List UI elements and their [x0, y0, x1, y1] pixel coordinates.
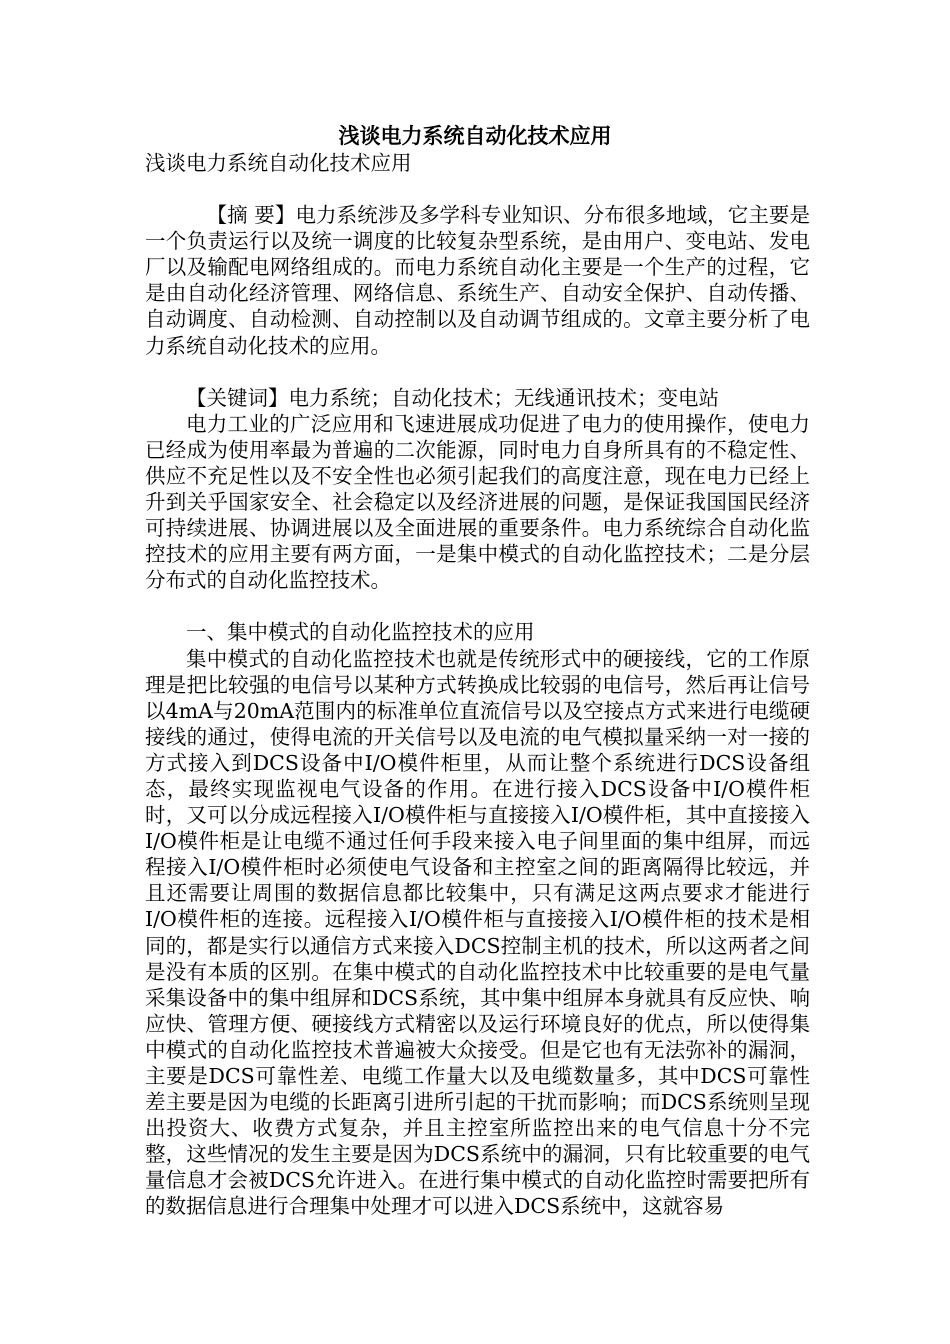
section-heading: 一、集中模式的自动化监控技术的应用: [186, 620, 535, 645]
document-body: [145, 150, 810, 1220]
document-title: 浅谈电力系统自动化技术应用: [338, 123, 612, 148]
blank-line: [145, 359, 810, 385]
keywords-paragraph: 【关键词】电力系统；自动化技术；无线通讯技术；变电站: [186, 385, 719, 410]
abstract-paragraph: 【摘 要】电力系统涉及多学科专业知识、分布很多地域，它主要是一个负责运行以及统一调度的比较复杂型系统，是由用户、变电站、发电厂以及输配电网络组成的。而电力系统自动化主要是一个生产的过程，它是由自动化经济管理、网络信息、系统生产、自动安全保护、自动传播、自动调度、自动检测、自动控制以及自动调节组成的。文章主要分析了电力系统自动化技术的应用。: [145, 203, 810, 358]
blank-line: [145, 593, 810, 619]
document-subtitle: 浅谈电力系统自动化技术应用: [145, 151, 412, 175]
blank-line: [145, 176, 810, 202]
intro-paragraph: 电力工业的广泛应用和飞速进展成功促进了电力的使用操作，使电力已经成为使用率最为普遍的二次能源，同时电力自身所具有的不稳定性、供应不充足性以及不安全性也必须引起我们的高度注意，现在电力已经上升到关乎国家安全、社会稳定以及经济进展的问题，是保证我国国民经济可持续进展、协调进展以及全面进展的重要条件。电力系统综合自动化监控技术的应用主要有两方面，一是集中模式的自动化监控技术；二是分层分布式的自动化监控技术。: [145, 411, 810, 593]
section-body-paragraph: 集中模式的自动化监控技术也就是传统形式中的硬接线，它的工作原理是把比较强的电信号以某种方式转换成比较弱的电信号，然后再让信号以4mA与20mA范围内的标准单位直流信号以及空接点方式来进行电缆硬接线的通过，使得电流的开关信号以及电流的电气模拟量采纳一对一接的方式接入到DCS设备中I/O模件柜里，从而让整个系统进行DCS设备组态，最终实现监视电气设备的作用。在进行接入DCS设备中I/O模件柜时，又可以分成远程接入I/O模件柜与直接接入I/O模件柜，其中直接接入I/O模件柜是让电缆不通过任何手段来接入电子间里面的集中组屏，而远程接入I/O模件柜时必须使电气设备和主控室之间的距离隔得比较远，并且还需要让周围的数据信息都比较集中，只有满足这两点要求才能进行I/O模件柜的连接。远程接入I/O模件柜与直接接入I/O模件柜的技术是相同的，都是实行以通信方式来接入DCS控制主机的技术，所以这两者之间是没有本质的区别。在集中模式的自动化监控技术中比较重要的是电气量采集设备中的集中组屏和DCS系统，其中集中组屏本身就具有反应快、响应快、管理方便、硬接线方式精密以及运行环境良好的优点，所以使得集中模式的自动化监控技术普遍被大众接受。但是它也有无法弥补的漏洞，主要是DCS可靠性差、电缆工作量大以及电缆数量多，其中DCS可靠性差主要是因为电缆的长距离引进所引起的干扰而影响；而DCS系统则呈现出投资大、收费方式复杂，并且主控室所监控出来的电气信息十分不完整，这些情况的发生主要是因为DCS系统中的漏洞，只有比较重要的电气量信息才会被DCS允许进入。在进行集中模式的自动化监控时需要把所有的数据信息进行合理集中处理才可以进入DCS系统中，这就容易: [145, 646, 810, 1219]
